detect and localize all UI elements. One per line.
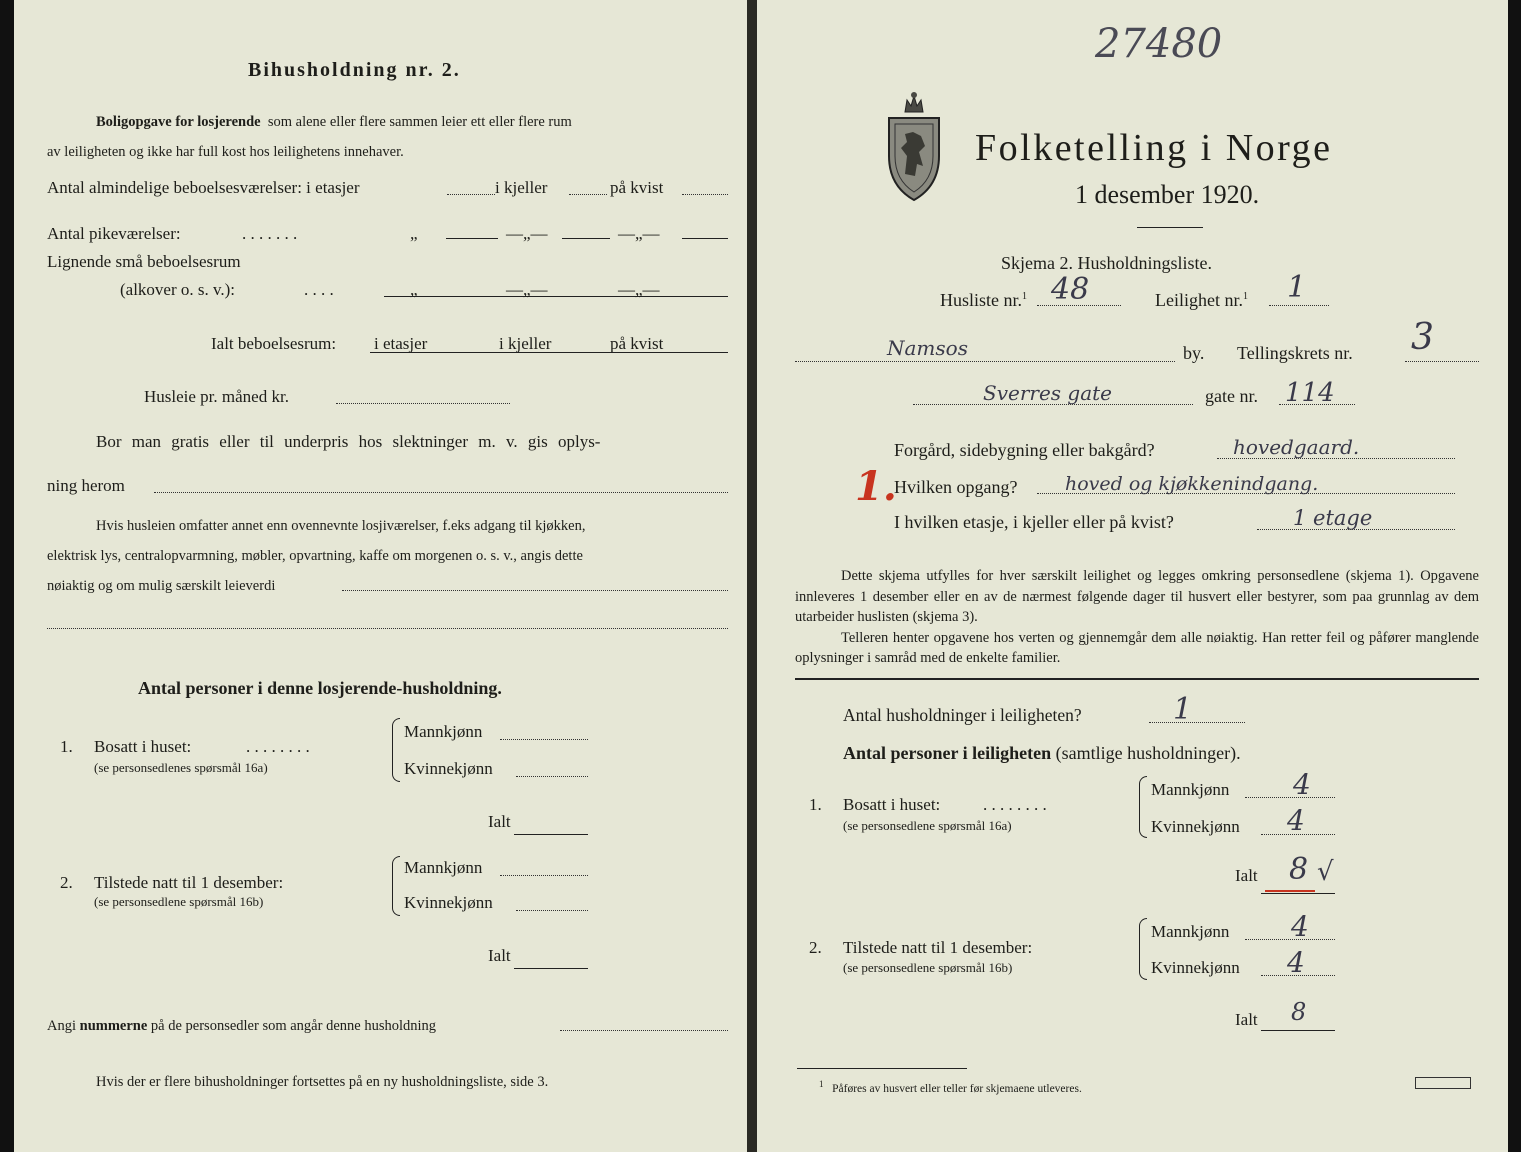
opgang-label: Hvilken opgang? <box>894 477 1018 497</box>
right-title: Folketelling i Norge <box>975 127 1333 169</box>
husliste-footnote-mark: 1 <box>1022 291 1028 302</box>
left-q1-ialt-field[interactable] <box>514 834 588 835</box>
ialt-etasjer: i etasjer <box>374 334 428 353</box>
kvist-label: på kvist <box>610 178 664 197</box>
left-q1-mann: Mannkjønn <box>404 722 483 741</box>
pike-dots: . . . . . . . <box>242 224 298 243</box>
right-q1-mann-value: 4 <box>1293 768 1311 801</box>
antal-hush-field[interactable] <box>1149 722 1245 723</box>
forgaard-field[interactable] <box>1217 458 1455 459</box>
left-title: Bihusholdning nr. 2. <box>248 59 461 81</box>
hvis-line-2: elektrisk lys, centralopvarmning, møbler, opvartning, kaffe om morgenen o. s. v., angis dette <box>47 548 583 564</box>
leilighet-value: 1 <box>1287 270 1307 305</box>
pike-field-2[interactable] <box>562 238 610 239</box>
left-q1-mann-field[interactable] <box>500 739 588 740</box>
printer-stamp <box>1415 1077 1471 1089</box>
hvis-field-1[interactable] <box>342 590 728 591</box>
right-q1-label: Bosatt i huset: <box>843 795 941 814</box>
right-q2-kvinne-field[interactable] <box>1261 975 1335 976</box>
left-q2-ialt: Ialt <box>488 946 511 965</box>
right-q2-label: Tilstede natt til 1 desember: <box>843 938 1033 957</box>
antal-pers-line <box>843 743 1241 763</box>
coat-of-arms-icon <box>881 90 947 202</box>
gate-field[interactable] <box>1279 404 1355 405</box>
angi-line <box>47 1016 436 1036</box>
tellingskrets-value: 3 <box>1411 317 1434 358</box>
right-q2-mann: Mannkjønn <box>1151 922 1230 941</box>
left-q1-label: Bosatt i huset: <box>94 737 192 756</box>
rooms-label: Antal almindelige beboelsesværelser: i etasjer <box>47 178 360 197</box>
husleie-label: Husleie pr. måned kr. <box>144 387 289 406</box>
left-q2-ialt-field[interactable] <box>514 968 588 969</box>
right-q2-mann-field[interactable] <box>1245 939 1335 940</box>
etasje-label: I hvilken etasje, i kjeller eller på kvist? <box>894 512 1174 532</box>
hvis-line-3: nøiaktig og om mulig særskilt leieverdi <box>47 578 276 594</box>
right-q2-ialt-value: 8 <box>1291 998 1307 1026</box>
by-label: by. <box>1183 343 1205 363</box>
husliste-text: Husliste nr. <box>940 290 1023 310</box>
left-q1-kvinne: Kvinnekjønn <box>404 759 493 778</box>
right-q1-kvinne-value: 4 <box>1287 804 1305 837</box>
footnote-rule <box>797 1068 967 1069</box>
angi-pre: Angi <box>47 1018 76 1034</box>
forgaard-label: Forgård, sidebygning eller bakgård? <box>894 440 1155 460</box>
right-q2-sub: (se personsedlene spørsmål 16b) <box>843 960 1013 975</box>
antal-pers-rest: (samtlige husholdninger). <box>1055 743 1241 763</box>
title-rule <box>1137 227 1203 228</box>
left-q1-ialt: Ialt <box>488 812 511 831</box>
ditto-2: —„— <box>506 224 548 243</box>
ditto-4: „ <box>410 280 418 299</box>
left-q2-mann-field[interactable] <box>500 875 588 876</box>
right-q1-mann: Mannkjønn <box>1151 780 1230 799</box>
right-q1-num: 1. <box>809 795 822 814</box>
angi-field[interactable] <box>560 1030 728 1031</box>
instr-p2: Telleren henter opgavene hos verten og gjennemgår dem alle nøiaktig. Han retter feil og påfører manglende oplysninger i samråd med de enkelte familier. <box>795 629 1479 666</box>
opgang-field[interactable] <box>1037 493 1455 494</box>
lignende-label-1: Lignende små beboelsesrum <box>47 252 241 271</box>
footnote-text: Påføres av husvert eller teller før skjemaene utleveres. <box>832 1082 1082 1095</box>
right-q1-ialt-value: 8 <box>1289 852 1309 887</box>
right-q2-kvinne: Kvinnekjønn <box>1151 958 1240 977</box>
lignende-dots: . . . . <box>304 280 334 299</box>
right-q1-sub: (se personsedlene spørsmål 16a) <box>843 818 1012 833</box>
right-q2-mann-value: 4 <box>1291 910 1309 943</box>
street-field[interactable] <box>913 404 1193 405</box>
etasje-value: 1 etage <box>1293 506 1373 530</box>
antal-hush-value: 1 <box>1173 692 1193 727</box>
angi-bold: nummerne <box>79 1018 148 1034</box>
hvis-field-2[interactable] <box>47 628 728 629</box>
tellingskrets-field[interactable] <box>1405 361 1479 362</box>
skjema-label: Skjema 2. Husholdningsliste. <box>1001 253 1212 273</box>
red-mark: 1. <box>855 463 897 510</box>
right-q1-kvinne: Kvinnekjønn <box>1151 817 1240 836</box>
ditto-1: „ <box>410 224 418 243</box>
left-q2-sub: (se personsedlene spørsmål 16b) <box>94 894 264 909</box>
page-fold <box>747 0 757 1152</box>
kvist-field[interactable] <box>682 194 728 195</box>
forgaard-value: hovedgaard. <box>1233 435 1360 459</box>
left-q1-kvinne-field[interactable] <box>516 776 588 777</box>
footnote-line <box>819 1074 1082 1099</box>
right-q1-dots: . . . . . . . . <box>983 795 1047 814</box>
left-page <box>14 0 747 1152</box>
city-field[interactable] <box>795 361 1175 362</box>
leilighet-text: Leilighet nr. <box>1155 290 1243 310</box>
footnote-mark: 1 <box>819 1079 824 1089</box>
left-antal-heading: Antal personer i denne losjerende-husholdning. <box>138 678 502 698</box>
city-value: Namsos <box>887 336 968 360</box>
left-q1-num: 1. <box>60 737 73 756</box>
left-q2-mann: Mannkjønn <box>404 858 483 877</box>
husliste-label <box>940 287 1027 310</box>
ditto-3: —„— <box>618 224 660 243</box>
right-q2-brace <box>1139 918 1147 980</box>
left-q1-sub: (se personsedlenes spørsmål 16a) <box>94 760 268 775</box>
left-footer: Hvis der er flere bihusholdninger fortsettes på en ny husholdningsliste, side 3. <box>96 1074 549 1090</box>
instr-rule <box>795 678 1479 680</box>
intro-bold: Boligopgave for losjerende <box>96 114 261 130</box>
left-q2-kvinne-field[interactable] <box>516 910 588 911</box>
intro-line-1 <box>96 112 572 132</box>
bor-line-1: Bor man gratis eller til underpris hos slektninger m. v. gis oplys- <box>96 432 601 451</box>
left-q2-num: 2. <box>60 873 73 892</box>
right-q1-brace <box>1139 776 1147 838</box>
kjeller-label: i kjeller <box>495 178 548 197</box>
archive-number: 27480 <box>1095 21 1223 67</box>
lignende-field[interactable] <box>384 296 728 297</box>
left-q1-dots: . . . . . . . . <box>246 737 310 756</box>
intro-rest: som alene eller flere sammen leier ett eller flere rum <box>267 114 572 130</box>
etasjer-field[interactable] <box>447 194 495 195</box>
hvis-line-1: Hvis husleien omfatter annet enn ovennevnte losjiværelser, f.eks adgang til kjøkken, <box>96 518 586 534</box>
instructions <box>795 566 1479 669</box>
instr-p1: Dette skjema utfylles for hver særskilt leilighet og legges omkring personsedlene (skjema 1). Opgavene innleveres 1 desember eller en av de nærmest følgende dager til husvert eller bestyrer, som paa grunnlag av dem utarbeider huslisten (skjema 3). <box>795 568 1479 625</box>
tellingskrets-label: Tellingskrets nr. <box>1237 343 1353 363</box>
ialt-rooms-line[interactable] <box>370 352 728 353</box>
ialt-kvist: på kvist <box>610 334 664 353</box>
left-q2-label: Tilstede natt til 1 desember: <box>94 873 284 892</box>
right-q1-ialt: Ialt <box>1235 866 1258 885</box>
lignende-label-2: (alkover o. s. v.): <box>120 280 236 299</box>
bor-line-2: ning herom <box>47 476 125 495</box>
pike-field-1[interactable] <box>446 238 498 239</box>
husleie-field[interactable] <box>336 403 510 404</box>
right-q1-ialt-field[interactable] <box>1261 893 1335 894</box>
street-value: Sverres gate <box>983 381 1113 405</box>
left-q2-brace <box>392 856 400 916</box>
ialt-rooms-label: Ialt beboelsesrum: <box>211 334 337 353</box>
husliste-field[interactable] <box>1037 305 1121 306</box>
left-q1-brace <box>392 718 400 782</box>
right-q1-mann-field[interactable] <box>1245 797 1335 798</box>
ditto-5: —„— <box>506 280 548 299</box>
right-q2-num: 2. <box>809 938 822 957</box>
gate-label: gate nr. <box>1205 386 1258 406</box>
ditto-6: —„— <box>618 280 660 299</box>
husliste-value: 48 <box>1051 272 1090 307</box>
opgang-value: hoved og kjøkkenindgang. <box>1065 473 1319 495</box>
right-page <box>757 0 1508 1152</box>
intro-line-2: av leiligheten og ikke har full kost hos leilighetens innehaver. <box>47 144 404 160</box>
right-q1-ialt-red-underline <box>1265 890 1315 892</box>
pike-label: Antal pikeværelser: <box>47 224 181 243</box>
angi-post: på de personsedler som angår denne husholdning <box>150 1018 437 1034</box>
pike-field-3[interactable] <box>682 238 728 239</box>
antal-pers-bold: Antal personer i leiligheten <box>843 743 1052 763</box>
kjeller-field[interactable] <box>569 194 607 195</box>
right-q2-ialt-field[interactable] <box>1261 1030 1335 1031</box>
ialt-kjeller: i kjeller <box>499 334 552 353</box>
left-q2-kvinne: Kvinnekjønn <box>404 893 493 912</box>
leilighet-field[interactable] <box>1269 305 1329 306</box>
leilighet-footnote-mark: 1 <box>1242 291 1248 302</box>
right-q2-ialt: Ialt <box>1235 1010 1258 1029</box>
right-q1-check-icon: √ <box>1317 857 1334 887</box>
right-q1-kvinne-field[interactable] <box>1261 834 1335 835</box>
leilighet-label <box>1155 287 1248 310</box>
right-q2-kvinne-value: 4 <box>1287 946 1305 979</box>
bor-field[interactable] <box>154 492 728 493</box>
etasje-field[interactable] <box>1257 529 1455 530</box>
right-date: 1 desember 1920. <box>1075 180 1260 209</box>
antal-hush-label: Antal husholdninger i leiligheten? <box>843 705 1082 725</box>
gate-value: 114 <box>1285 378 1335 408</box>
